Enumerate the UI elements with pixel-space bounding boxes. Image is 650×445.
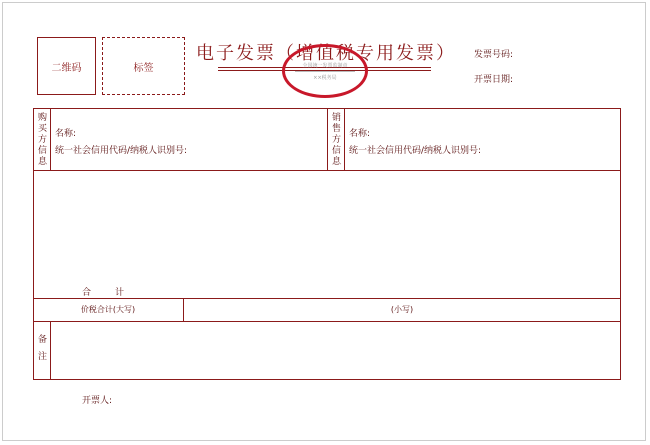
issue-date-label: 开票日期: bbox=[474, 75, 514, 85]
amount-in-words-label: 价税合计(大写) bbox=[80, 305, 136, 314]
party-info-bottom-line bbox=[33, 170, 621, 171]
remarks-section-cell bbox=[33, 321, 50, 380]
invoice-number-label: 发票号码: bbox=[474, 50, 514, 60]
qr-code-box bbox=[37, 37, 96, 95]
seller-section-cell bbox=[327, 108, 344, 170]
buyer-tax-id-label: 统一社会信用代码/纳税人识别号: bbox=[55, 146, 188, 156]
seller-section-label: 销售方信息 bbox=[330, 111, 340, 167]
amount-in-figures-label: (小写) bbox=[390, 305, 414, 314]
seller-name-label: 名称: bbox=[349, 129, 371, 139]
total-label: 合 计 bbox=[82, 288, 127, 298]
tag-box bbox=[102, 37, 185, 95]
tax-bureau-stamp bbox=[282, 44, 368, 98]
amount-in-figures-cell bbox=[183, 298, 621, 321]
invoice-title: 电子发票（增值税专用发票） bbox=[196, 43, 456, 64]
seller-label-divider bbox=[344, 108, 345, 170]
amount-in-words-cell bbox=[33, 298, 183, 321]
issuer-label: 开票人: bbox=[82, 396, 113, 406]
stamp-divider bbox=[295, 71, 355, 72]
seller-tax-id-label: 统一社会信用代码/纳税人识别号: bbox=[349, 146, 482, 156]
qr-code-label: 二维码 bbox=[51, 62, 82, 74]
buyer-section-label: 购买方信息 bbox=[36, 111, 46, 167]
buyer-label-divider bbox=[50, 108, 51, 170]
remarks-label-divider bbox=[50, 321, 51, 380]
total-row-bottom-line bbox=[33, 321, 621, 322]
buyer-name-label: 名称: bbox=[55, 129, 77, 139]
tag-label: 标签 bbox=[133, 62, 154, 74]
stamp-text-top: 全国统一发票监制章 bbox=[302, 62, 348, 69]
buyer-section-cell bbox=[33, 108, 50, 170]
stamp-text-bottom: ××税务局 bbox=[313, 74, 337, 81]
remarks-section-label: 备注 bbox=[36, 333, 46, 368]
